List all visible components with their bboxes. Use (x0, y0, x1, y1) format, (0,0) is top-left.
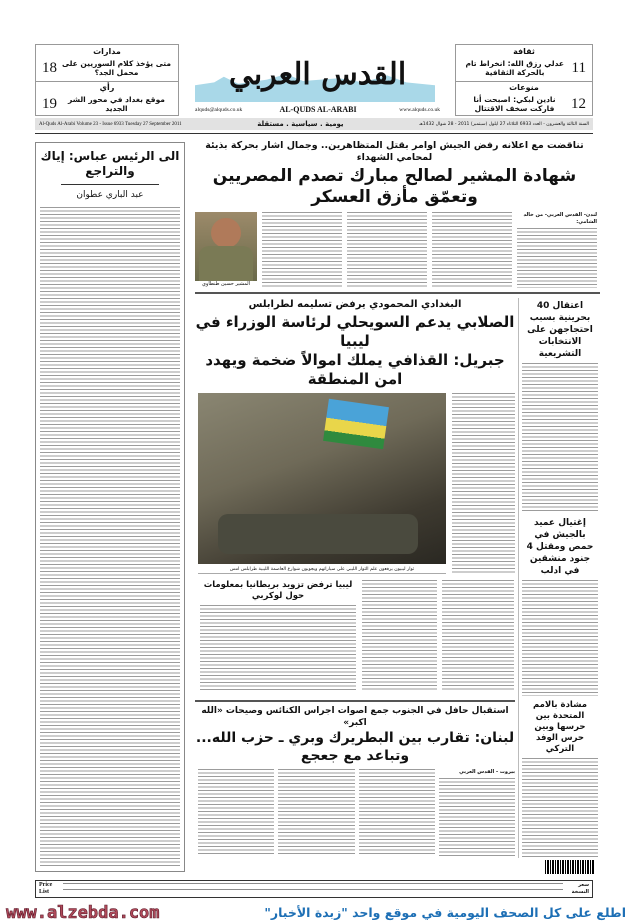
editorial-title[interactable]: الى الرئيس عباس: إياك والتراجع (40, 149, 180, 178)
libya-story (195, 298, 515, 574)
site-link[interactable]: www.alzebda.com (6, 902, 160, 923)
libya-body (452, 393, 515, 574)
lebanon-headline[interactable]: لبنان: تقارب بين البطريرك وبري ـ حزب الله... وتباعد مع جعجع (195, 730, 515, 764)
sidebar-body (522, 758, 598, 858)
flag-graphic (323, 399, 389, 449)
teaser-box-right (455, 44, 593, 116)
lead-photo (195, 212, 257, 281)
libya-photo (198, 393, 446, 564)
lead-story (192, 140, 597, 288)
date-bar: Al-Quds Al-Arabi Volume 23 - Issue 6933 Tuesday 27 September 2011 يومية . سياسية . مستقلة السنة الثالثة والعشرون - العدد 6933 الثلاثاء 27 ايلول (سبتمبر) 2011 - 28 شوال 1432هـ (35, 118, 593, 130)
sidebar-headline[interactable]: اعتقال 40 بحرينية بسبب احتجاجهن على الانتخابات التشريعية (527, 301, 593, 359)
libya-sub-story (200, 580, 356, 692)
libya-photo-caption: ثوار ليبيون يرفعون علم الثوار الليبي على سياراتهم ويجوبون شوارع العاصمة الليبية طرابلس امس (198, 564, 446, 574)
sidebar-headline[interactable]: مشادة بالامم المتحدة بين حرسها وبين حرس الوفد التركي (532, 699, 588, 754)
masthead-logo: القدس العربي AL-QUDS AL-ARABI alquds@alquds.co.uk www.alquds.co.uk (195, 57, 440, 114)
libya-kicker: البغدادي المحمودي يرفض تسليمه لطرابلس (248, 299, 462, 310)
sidebar-body (522, 580, 598, 695)
teaser-item[interactable]: مدارات متى يؤخذ كلام السوريين على محمل الجد؟ 18 (42, 47, 171, 77)
lebanon-kicker: استقبال حافل في الجنوب جمع اصوات اجراس الكنائس وصيحات «الله اكبر» (201, 706, 509, 728)
libya-sub-headline[interactable]: ليبيا ترفض تزويد بريطانيا بمعلومات حول لوكربي (203, 580, 353, 601)
lebanon-story (195, 705, 515, 856)
teaser-item[interactable]: منوعات 12 نادين لبكي: اصبحت أنا فاركت سخف الاقتتال (473, 83, 586, 113)
website-link[interactable]: www.alquds.co.uk (399, 107, 440, 113)
lead-headline[interactable]: شهادة المشير لصالح مبارك تصدم المصريين وتعمّق مأزق العسكر (212, 166, 577, 207)
teaser-item[interactable]: رأي موقع بغداد في محور الشر الجديد 19 (42, 83, 165, 113)
lead-body-col (262, 212, 342, 288)
email-link[interactable]: alquds@alquds.co.uk (195, 107, 243, 113)
teaser-box-left (35, 44, 179, 116)
libya-headline[interactable]: الصلابي يدعم السويحلي لرئاسة الوزراء في ليبيا (195, 313, 515, 350)
lead-body-col (517, 228, 597, 288)
lead-body-col (432, 212, 512, 288)
barcode (545, 860, 595, 874)
lead-photo-caption: المشير حسين طنطاوي (201, 281, 251, 287)
lebanon-byline: بيروت - القدس العربي (459, 769, 515, 775)
lead-body-col (347, 212, 427, 288)
sidebar (522, 300, 598, 858)
lebanon-body (359, 769, 435, 856)
footer-banner[interactable]: www.alzebda.com اطلع على كل الصحف اليومية في موقع واحد "زبدة الأخبار" (6, 902, 626, 923)
sidebar-headline[interactable]: إغتيال عميد بالجيش في حمص ومقتل 4 جنود منشقين في ادلب (526, 518, 594, 577)
lebanon-body (439, 778, 515, 856)
lead-byline: لندن- القدس العربي- من خالد الشامي: (523, 212, 597, 225)
price-list: Price List سعر النسخة (35, 880, 593, 898)
teaser-item[interactable]: ثقافة 11 عدلي رزق الله: انخراط تام بالحركة الثقافية (465, 47, 586, 77)
lead-kicker: تناقضت مع اعلانه رفض الجيش اوامر بقتل المتظاهرين.. وجمال اشار بحركة بذيئة لمحامي الشهداء (205, 140, 584, 163)
editorial-body (40, 207, 180, 867)
editorial-column (35, 142, 185, 872)
libya-body (200, 605, 356, 692)
lebanon-body (198, 769, 274, 856)
sidebar-body (522, 363, 598, 513)
libya-body (442, 580, 514, 692)
lebanon-body (278, 769, 354, 856)
libya-headline-2[interactable]: جبريل: القذافي يملك اموالاً ضخمة ويهدد امن المنطقة (205, 351, 505, 388)
editorial-author: عبد الباري عطوان (76, 190, 144, 200)
libya-body (362, 580, 437, 692)
